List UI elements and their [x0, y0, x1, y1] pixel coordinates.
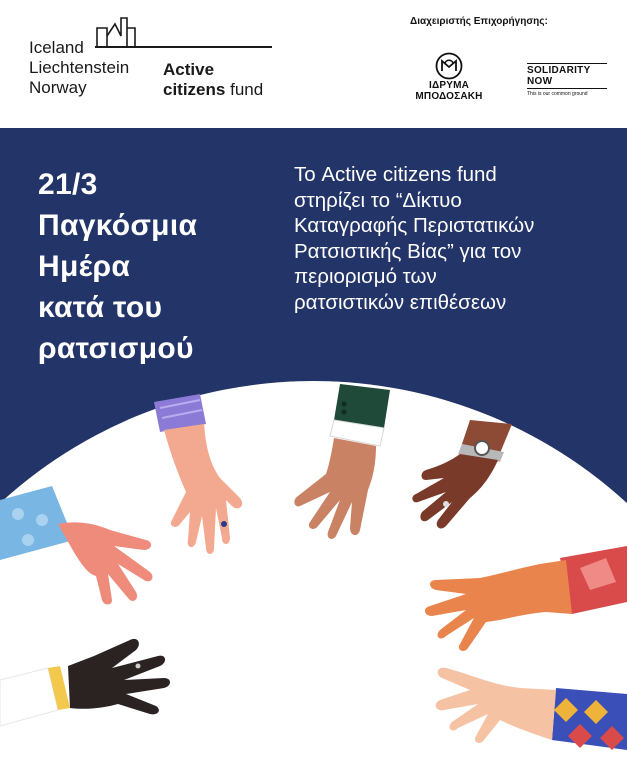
desc-line-6: ρατσιστικών επιθέσεων	[294, 290, 507, 314]
bodossaki-foundation-logo	[410, 52, 488, 102]
campaign-banner	[0, 128, 627, 758]
title-line-3: Ημέρα	[38, 250, 131, 283]
bodossaki-foundation-logo-icon	[435, 52, 463, 80]
country-iceland: Iceland	[29, 38, 84, 57]
solidarity-now-logo	[527, 62, 607, 97]
title-line-1: 21/3	[38, 168, 98, 201]
solidarity-tagline: This is our common ground	[527, 91, 588, 97]
blue-sleeve-hand	[0, 486, 152, 605]
country-liechtenstein: Liechtenstein	[29, 58, 130, 77]
eea-grants-mark-icon	[95, 14, 147, 48]
watch-hand	[412, 420, 512, 528]
solidarity-now-word: NOW	[527, 76, 553, 87]
header	[0, 0, 627, 128]
black-hand	[0, 639, 170, 726]
fund-name-citizens: citizens	[163, 80, 226, 99]
desc-line-1: Το Active citizens fund	[294, 163, 497, 186]
solidarity-rule-bottom	[527, 88, 607, 89]
pattern-sleeve-hand	[436, 668, 627, 750]
active-citizens-fund-logo	[163, 60, 263, 100]
purple-sleeve-hand	[154, 394, 242, 554]
fund-name-fund: fund	[230, 80, 264, 99]
fund-name-active: Active	[163, 60, 215, 79]
bodossaki-line2: ΜΠΟΔΟΣΑΚΗ	[415, 91, 483, 102]
solidarity-rule-top	[527, 63, 607, 64]
title-line-4: κατά του	[38, 291, 163, 324]
bodossaki-line1: ΙΔΡΥΜΑ	[428, 80, 470, 91]
title-line-5: ρατσισμού	[38, 332, 194, 365]
country-norway: Norway	[29, 78, 87, 97]
desc-line-4: Ρατσιστικής Βίας” για τον	[294, 239, 522, 263]
solidarity-word: SOLIDARITY	[527, 65, 591, 76]
eea-divider-line	[95, 46, 272, 48]
title-line-2: Παγκόσμια	[38, 209, 198, 242]
desc-line-3: Καταγραφής Περιστατικών	[294, 214, 535, 237]
management-label: Διαχειριστής Επιχορήγησης:	[410, 16, 548, 27]
red-sleeve-hand	[425, 546, 627, 651]
green-sleeve-hand	[294, 384, 390, 539]
hands-illustration	[0, 128, 627, 758]
desc-line-5: περιορισμό των	[294, 265, 437, 288]
desc-line-2: στηρίζει το “Δίκτυο	[294, 188, 462, 212]
